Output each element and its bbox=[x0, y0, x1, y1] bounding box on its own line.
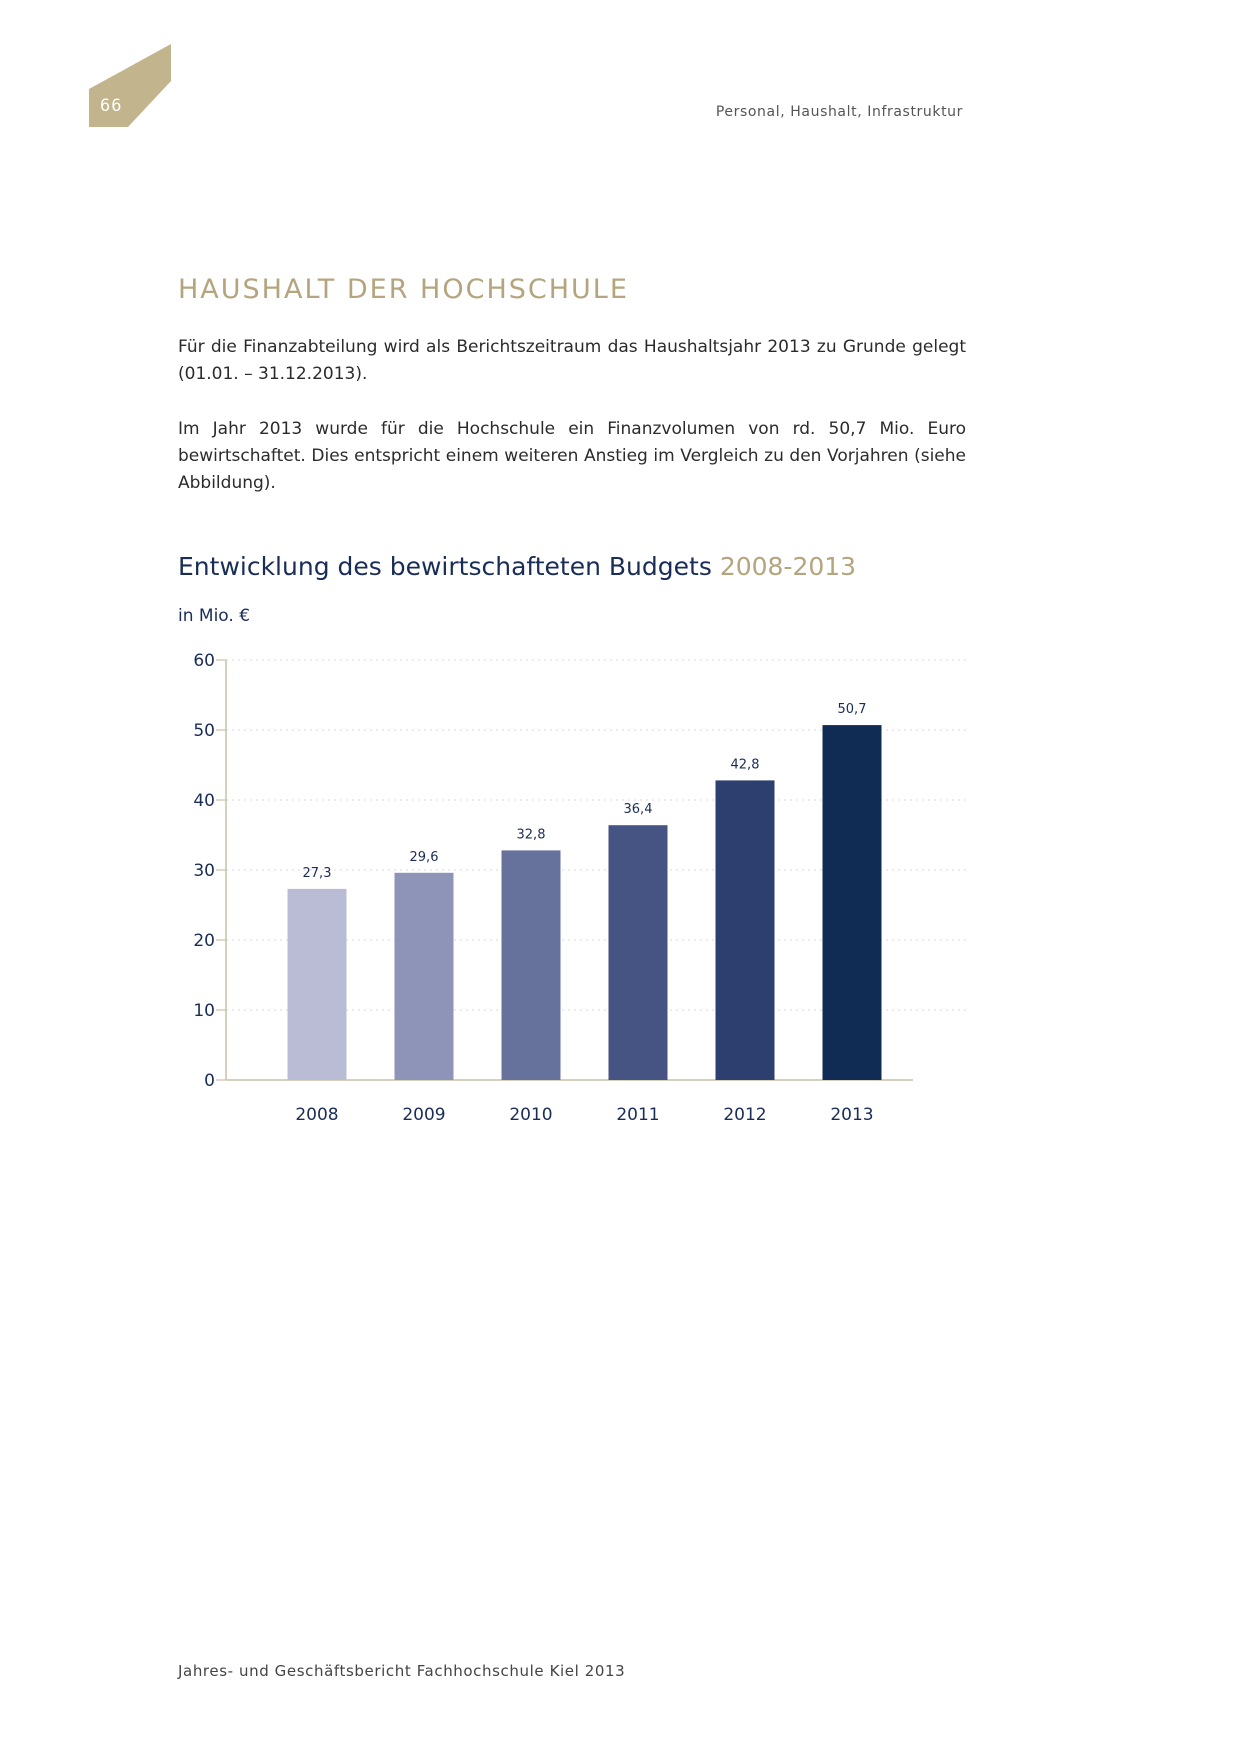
y-tick-label: 60 bbox=[193, 651, 215, 671]
bar-2008 bbox=[288, 889, 347, 1080]
footer-text: Jahres- und Geschäftsbericht Fachhochschule Kiel 2013 bbox=[178, 1662, 626, 1680]
bar-2012 bbox=[716, 780, 775, 1080]
running-head: Personal, Haushalt, Infrastruktur bbox=[715, 104, 963, 120]
y-tick-label: 30 bbox=[193, 861, 215, 881]
page-number: 66 bbox=[100, 96, 123, 116]
x-tick-label-2012: 2012 bbox=[723, 1105, 767, 1125]
data-label-2013: 50,7 bbox=[837, 702, 867, 718]
x-tick-label-2009: 2009 bbox=[402, 1105, 446, 1125]
x-tick-label-2011: 2011 bbox=[616, 1105, 660, 1125]
chart-title-years: 2008-2013 bbox=[719, 552, 857, 581]
bar-2009 bbox=[395, 873, 454, 1080]
x-tick-label-2013: 2013 bbox=[830, 1105, 874, 1125]
bar-2011 bbox=[609, 825, 668, 1080]
y-tick-label: 20 bbox=[193, 931, 215, 951]
x-tick-label-2008: 2008 bbox=[295, 1105, 339, 1125]
data-label-2010: 32,8 bbox=[516, 827, 546, 843]
y-tick-label: 0 bbox=[204, 1071, 215, 1091]
data-label-2008: 27,3 bbox=[302, 865, 332, 881]
y-tick-label: 10 bbox=[193, 1001, 215, 1021]
data-label-2011: 36,4 bbox=[623, 802, 653, 818]
intro-paragraph: Für die Finanzabteilung wird als Berichtszeitraum das Haushaltsjahr 2013 zu Grunde gelegt (01.01. – 31.12.2013). bbox=[178, 337, 966, 384]
bar-2010 bbox=[502, 850, 561, 1080]
data-label-2009: 29,6 bbox=[409, 849, 439, 865]
data-label-2012: 42,8 bbox=[730, 757, 760, 773]
chart-unit-label: in Mio. € bbox=[178, 606, 251, 626]
budget-paragraph: Im Jahr 2013 wurde für die Hochschule ein Finanzvolumen von rd. 50,7 Mio. Euro bewirtschaftet. Dies entspricht einem weiteren Anstieg im Vergleich zu den Vorjahren (siehe Abbildung). bbox=[178, 419, 966, 493]
section-title: HAUSHALT DER HOCHSCHULE bbox=[178, 274, 629, 305]
y-tick-label: 40 bbox=[193, 791, 215, 811]
x-tick-label-2010: 2010 bbox=[509, 1105, 553, 1125]
bar-2013 bbox=[823, 725, 882, 1080]
chart-title-text: Entwicklung des bewirtschafteten Budgets bbox=[178, 552, 712, 581]
y-tick-label: 50 bbox=[193, 721, 215, 741]
